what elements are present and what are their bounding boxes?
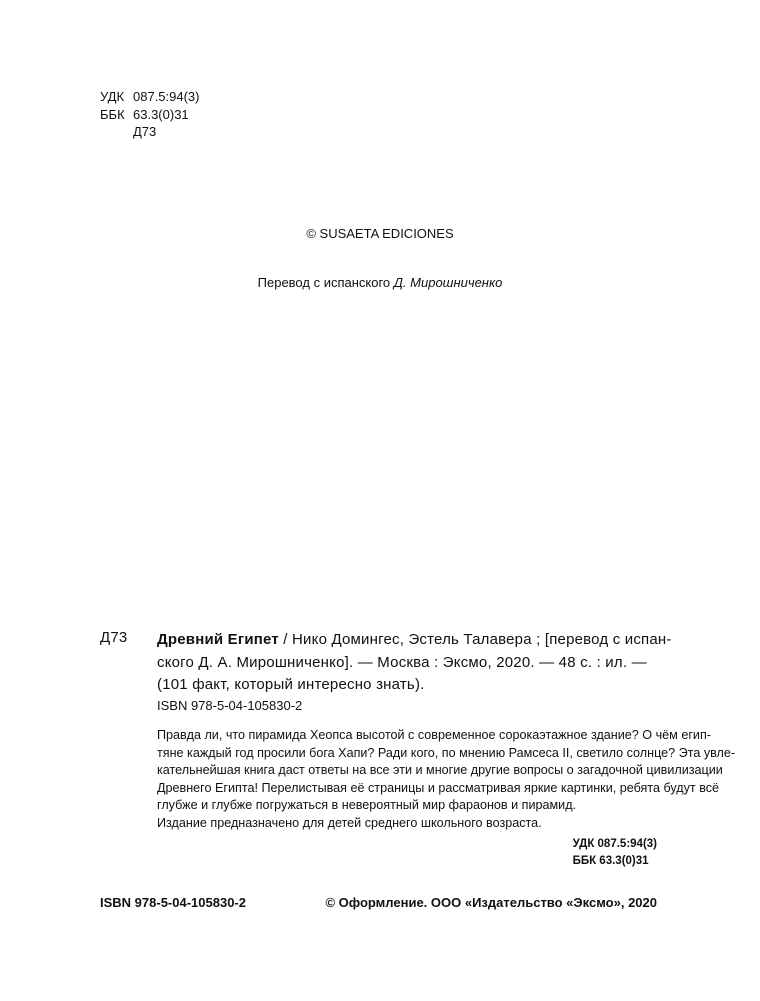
record-line-1: / Нико Домингес, Эстель Талавера ; [перевод с испан- bbox=[278, 631, 672, 648]
annotation bbox=[157, 727, 736, 833]
footer-isbn: ISBN 978-5-04-105830-2 bbox=[100, 895, 246, 910]
udk-value: 087.5:94(3) bbox=[133, 89, 200, 104]
udk-code: УДК 087.5:94(3) bbox=[572, 838, 657, 850]
annotation-line: Древнего Египта! Перелистывая её страницы и рассматривая яркие картинки, ребята будут всё bbox=[157, 780, 720, 795]
card-author-mark: Д73 bbox=[100, 629, 128, 646]
record-line-3: (101 факт, который интересно знать). bbox=[157, 676, 425, 693]
record-line-2: ского Д. А. Мирошниченко]. — Москва : Эксмо, 2020. — 48 с. : ил. — bbox=[157, 653, 647, 671]
translation-credit bbox=[0, 275, 760, 290]
bbk-code: ББК 63.3(0)31 bbox=[572, 855, 649, 867]
bibliographic-record bbox=[157, 629, 672, 697]
annotation-line: кательнейшая книга даст ответы на все эти и многие другие вопросы о загадочной цивилизации bbox=[157, 763, 723, 778]
annotation-line: Правда ли, что пирамида Хеопса высотой с современное сорокаэтажное здание? О чём егип- bbox=[157, 728, 711, 742]
annotation-line: тяне каждый год просили бога Хапи? Ради кого, по мнению Рамсеса II, светило солнце? Эта увле- bbox=[157, 745, 736, 760]
author-mark: Д73 bbox=[133, 124, 157, 139]
annotation-line: глубже и глубже погружаться в невероятный мир фараонов и пирамид. bbox=[157, 798, 577, 813]
udk-label: УДК bbox=[100, 89, 125, 104]
footer-copyright: © Оформление. ООО «Издательство «Эксмо», 2020 bbox=[325, 895, 657, 910]
record-isbn: ISBN 978-5-04-105830-2 bbox=[157, 698, 303, 713]
translator-name: Д. Мирошниченко bbox=[393, 275, 503, 290]
classification-codes-top bbox=[100, 88, 200, 141]
audience-note: Издание предназначено для детей среднего школьного возраста. bbox=[157, 815, 542, 830]
copyright-original: © SUSAETA EDICIONES bbox=[306, 226, 454, 241]
book-title: Древний Египет bbox=[157, 631, 279, 648]
classification-codes-bottom bbox=[573, 836, 657, 870]
bbk-label: ББК bbox=[100, 106, 125, 122]
translation-prefix: Перевод с испанского bbox=[257, 275, 391, 290]
bbk-value: 63.3(0)31 bbox=[133, 106, 189, 122]
